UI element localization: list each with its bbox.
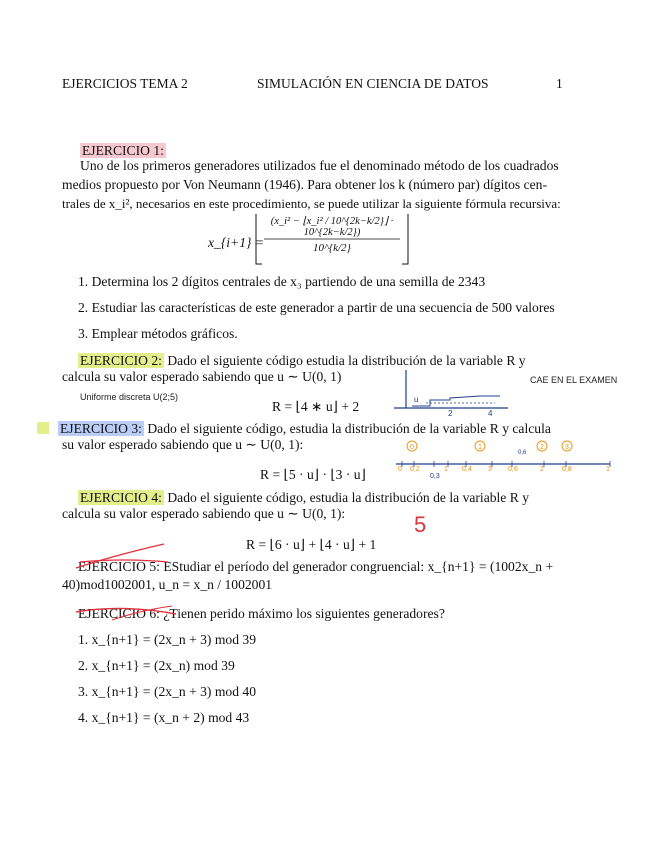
handwritten-note-exam: CAE EN EL EXAMEN [530, 375, 618, 385]
ex6-text1: ¿Tienen perido máximo los siguientes generadores? [159, 606, 445, 621]
ex1-line3: trales de x_i², necesarios en este procedimiento, se puede utilizar la siguiente fórmula recursiva: [62, 196, 561, 211]
handwritten-note-uniform: Uniforme discreta U(2;5) [80, 392, 179, 402]
ex6-item-3: 3. x_{n+1} = (2x_n + 3) mod 40 [78, 684, 257, 699]
exercise-3-formula: R = ⌊5 · u⌋ · ⌊3 · u⌋ [260, 467, 366, 482]
page-number: 1 [556, 76, 563, 91]
ex3-text1: Dado el siguiente código, estudia la distribución de la variable R y calcula [143, 421, 551, 436]
numberline-top-label: 3 [565, 444, 569, 451]
running-header-title: SIMULACIÓN EN CIENCIA DE DATOS [257, 76, 489, 91]
formula-1-denominator: 10^{k/2} [313, 242, 351, 254]
ex1-line2: medios propuesto por Von Neumann (1946). Para obtener los k (número par) dígitos cen- [62, 177, 547, 192]
formula-1-numerator: (x_i² − ⌊x_i² / 10^{2k−k/2}⌋ · 10^{2k−k/2}) [270, 216, 394, 238]
ex2-text1: Dado el siguiente código estudia la distribución de la variable R y [163, 353, 526, 368]
numberline-bottom-label: 0,8 [562, 466, 572, 473]
ex6-item-2: 2. x_{n+1} = (2x_n) mod 39 [78, 658, 235, 673]
ex5-text1: EStudiar el período del generador congruencial: x_{n+1} = (1002x_n + [159, 559, 554, 574]
numberline-bottom-label: 0 [398, 466, 402, 473]
red-strikethrough-ex6 [72, 598, 182, 626]
ex4-text1: Dado el siguiente código, estudia la distribución de la variable R y [163, 490, 529, 505]
exercise-4-title: EJERCICIO 4: [80, 490, 162, 505]
red-strikethrough-ex5 [72, 542, 172, 572]
ex6-item-4: 4. x_{n+1} = (x_n + 2) mod 43 [78, 710, 250, 725]
ex1-item-2: 2. Estudiar las características de este generador a partir de una secuencia de 500 valores [78, 300, 555, 315]
handwritten-number-line [392, 438, 614, 480]
ex1-line1: Uno de los primeros generadores utilizados fue el denominado método de los cuadrados [80, 158, 559, 173]
handwritten-answer-5: 5 [414, 512, 427, 537]
exercise-4-line2: calcula su valor esperado sabiendo que u ∼ U(0, 1): [62, 506, 346, 521]
exercise-5-title: EJERCICIO 5: [78, 559, 160, 574]
numberline-extra-label: 0,6 [518, 450, 527, 456]
exercise-2-line2: calcula su valor esperado sabiendo que u ∼ U(0, 1) [62, 369, 342, 384]
numberline-top-label: 2 [540, 444, 544, 451]
exercise-3-marker [37, 422, 49, 434]
handwritten-sketch-axes [390, 368, 510, 420]
sketch-label-2: 2 [448, 409, 453, 418]
exercise-2-formula: R = ⌊4 ∗ u⌋ + 2 [272, 399, 360, 414]
numberline-top-label: 0 [410, 444, 414, 451]
sketch-label-u: u [414, 395, 419, 404]
exercise-2-title: EJERCICIO 2: [80, 353, 162, 368]
numberline-bottom-label: 1 [444, 466, 448, 473]
numberline-top-label: 1 [478, 444, 482, 451]
running-header-left: EJERCICIOS TEMA 2 [62, 76, 188, 91]
exercise-1-paragraph [80, 156, 565, 175]
numberline-bottom-label: 0,2 [410, 466, 420, 473]
exercise-5-line2: 40)mod1002001, u_n = x_n / 1002001 [62, 577, 273, 592]
exercise-3-title: EJERCICIO 3: [60, 421, 142, 436]
exercise-6-title: EJERCICIO 6: [78, 606, 160, 621]
numberline-bottom-label: 1 [606, 466, 610, 473]
ex1-item-3: 3. Emplear métodos gráficos. [78, 326, 238, 341]
ex1-item-1: 1. Determina los 2 dígitos centrales de x₃ partiendo de una semilla de 2343 [78, 274, 486, 289]
sketch-label-4: 4 [488, 409, 493, 418]
ex6-item-1: 1. x_{n+1} = (2x_n + 3) mod 39 [78, 632, 257, 647]
numberline-bottom-label: 0,4 [462, 466, 472, 473]
exercise-1-title: EJERCICIO 1: [82, 143, 164, 158]
numberline-bottom-label: 0,3 [430, 473, 440, 480]
numberline-bottom-label: 0,6 [508, 466, 518, 473]
formula-1-lhs: x_{i+1} = [208, 235, 265, 250]
numberline-bottom-label: 3 [488, 466, 492, 473]
exercise-4-formula: R = ⌊6 · u⌋ + ⌊4 · u⌋ + 1 [246, 537, 377, 552]
exercise-3-line2: su valor esperado sabiendo que u ∼ U(0, 1): [62, 437, 304, 452]
numberline-bottom-label: 2 [540, 466, 544, 473]
